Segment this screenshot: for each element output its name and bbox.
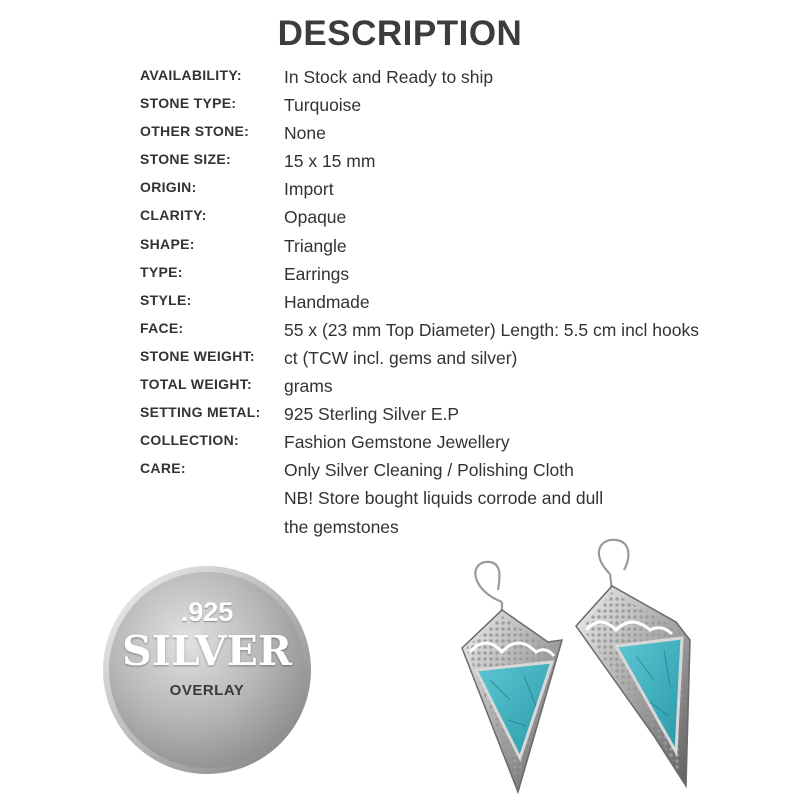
seal-finish: OVERLAY xyxy=(169,682,245,699)
spec-value: None xyxy=(284,123,326,144)
spec-value: Triangle xyxy=(284,235,347,256)
spec-value: grams xyxy=(284,376,333,397)
spec-label: TOTAL WEIGHT: xyxy=(140,376,253,393)
spec-value: the gemstones xyxy=(284,516,399,537)
right-earring xyxy=(576,540,690,786)
spec-label: CARE: xyxy=(140,460,186,477)
spec-value: NB! Store bought liquids corrode and dull xyxy=(284,488,604,509)
spec-value: In Stock and Ready to ship xyxy=(284,67,494,87)
spec-label: STYLE: xyxy=(140,291,192,308)
page-title: DESCRIPTION xyxy=(277,14,523,53)
spec-value: Import xyxy=(284,179,334,200)
spec-label: STONE SIZE: xyxy=(140,151,231,168)
spec-label: SETTING METAL: xyxy=(140,404,261,421)
seal-number: .925 xyxy=(180,597,234,627)
spec-value: Fashion Gemstone Jewellery xyxy=(284,432,510,453)
spec-label: SHAPE: xyxy=(140,235,195,252)
spec-label: ORIGIN: xyxy=(140,179,197,196)
spec-value: 15 x 15 mm xyxy=(284,151,376,172)
spec-value: Opaque xyxy=(284,207,347,228)
spec-value: Earrings xyxy=(284,263,350,284)
spec-label: OTHER STONE: xyxy=(140,123,250,140)
spec-label: FACE: xyxy=(140,319,184,336)
spec-label: STONE WEIGHT: xyxy=(140,347,255,364)
spec-value: ct (TCW incl. gems and silver) xyxy=(284,347,518,368)
spec-value: 925 Sterling Silver E.P xyxy=(284,404,460,425)
earrings-product-image xyxy=(440,530,770,800)
spec-label: COLLECTION: xyxy=(140,432,239,449)
left-earring xyxy=(462,562,562,792)
spec-value: 55 x (23 mm Top Diameter) Length: 5.5 cm incl hooks xyxy=(284,319,700,340)
silver-overlay-seal xyxy=(101,564,313,776)
seal-metal: SILVER xyxy=(122,627,292,675)
spec-label: CLARITY: xyxy=(140,207,207,224)
spec-label: TYPE: xyxy=(140,263,183,280)
spec-value: Handmade xyxy=(284,291,370,312)
spec-value: Only Silver Cleaning / Polishing Cloth xyxy=(284,460,574,481)
spec-value: Turquoise xyxy=(284,95,362,116)
spec-label: AVAILABILITY: xyxy=(140,67,242,83)
spec-label: STONE TYPE: xyxy=(140,95,237,112)
